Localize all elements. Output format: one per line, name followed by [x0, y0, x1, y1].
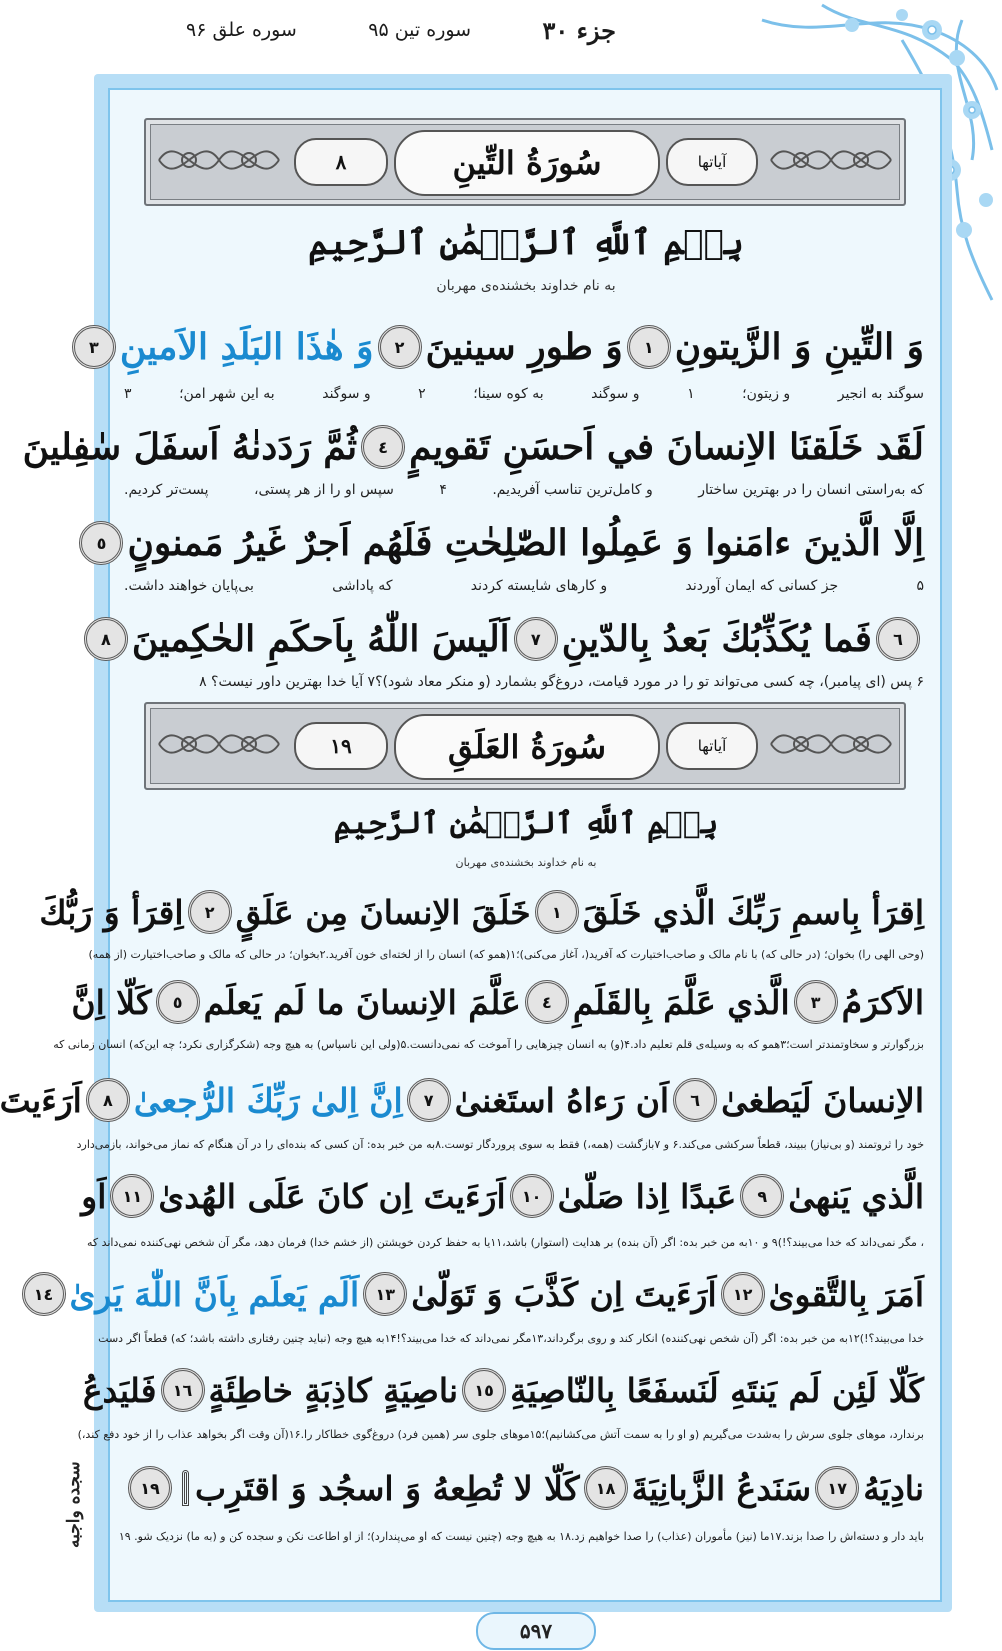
ayah-line: [22, 418, 924, 476]
translation-line: خدا می‌بیند؟!)۱۲به من خبر بده: اگر (آن شخص نهی‌کننده) انکار کند و روی برگرداند،۱۳مگر نمی‌داند که خدا می‌بیند؟!۱۴به هیچ وجه (نباید چنین رفتاری داشته باشد؛ که) قطعاً اگر دست: [98, 1332, 924, 1345]
translation-text: که پاداشی: [332, 578, 393, 594]
translation-text: سپس او را از هر پستی،: [254, 482, 394, 498]
ayah-text: اِلَّا الَّذينَ ءامَنوا وَ عَمِلُوا الصّٰلِحٰتِ فَلَهُم اَجرٌ غَيرُ مَمنونٍ: [127, 522, 924, 564]
juz-label: جزء ۳۰: [542, 15, 616, 45]
ayah-marker: ١٠: [510, 1174, 554, 1218]
ayat-label: آیاتها: [666, 138, 758, 186]
surah-alaq-label: سوره علق ۹۶: [186, 19, 297, 41]
ayah-marker: ١٢: [721, 1272, 765, 1316]
sajda-icon: [182, 1470, 189, 1506]
sajda-side-label: سجده واجبه: [64, 1420, 94, 1590]
ayah-line: [39, 884, 924, 940]
ayah-marker: ٢: [378, 325, 422, 369]
ayah-line: [89, 318, 924, 376]
ayah-marker: ١٨: [584, 1466, 628, 1510]
translation-text: ۶ پس (ای پیامبر)، چه کسی می‌تواند تو را در مورد قیامت، دروغ‌گو بشمارد (و منکر معاد شود)؟۷ آیا خدا بهترین داور نیست؟ ۸: [199, 674, 924, 690]
ayah-text: فَما يُكَذِّبُكَ بَعدُ بِالدّينِ: [561, 618, 872, 660]
ayah-text: الَّذي عَلَّمَ بِالقَلَمِ: [572, 982, 790, 1022]
ayah-marker: ١٩: [128, 1466, 172, 1510]
ayah-marker: ٤: [361, 425, 405, 469]
ayah-marker: ٦: [673, 1078, 717, 1122]
ayah-text: اِقرَأ بِاسمِ رَبِّكَ الَّذي خَلَقَ: [582, 892, 924, 932]
ayah-text: اَرَءَيتَ: [0, 1080, 82, 1120]
ayah-text: سَنَدعُ الزَّبانِيَةَ: [631, 1468, 812, 1508]
ayah-marker: ٤: [525, 980, 569, 1024]
ayah-text: اَو: [81, 1176, 107, 1216]
ayah-text: اَن رَءاهُ استَغنىٰ: [454, 1080, 670, 1120]
ayah-marker: ١٧: [815, 1466, 859, 1510]
ayah-marker: ٦: [876, 617, 920, 661]
translation-text: پست‌تر کردیم.: [124, 482, 209, 498]
basmala-translation: به نام خداوند بخشنده‌ی مهربان: [455, 856, 597, 869]
page-header: [186, 6, 616, 54]
ayah-text: نادِيَهُ: [863, 1468, 924, 1508]
ayah-marker: ٨: [84, 617, 128, 661]
translation-text: سوگند به انجیر: [837, 386, 924, 402]
translation-text: و کارهای شایسته کردند: [470, 578, 608, 594]
ayah-text: اَرَءَيتَ اِن كَذَّبَ وَ تَوَلّىٰ: [411, 1274, 717, 1314]
basmala: بِسۡمِ ٱللَّهِ ٱلرَّحۡمَٰنِ ٱلرَّحِيمِ: [333, 806, 719, 841]
ayah-text: اَمَرَ بِالتَّقوىٰ: [768, 1274, 924, 1314]
ayah-marker: ٣: [794, 980, 838, 1024]
ayah-marker: ٣: [72, 325, 116, 369]
translation-line: (وحی الهی را) بخوان؛ (در حالی که) با نام مالک و صاحب‌اختیارت که آفرید(، آغاز می‌کنی)؛۱(همو که) انسان را از لخته‌ای خون آفرید.۲بخوان؛ در حالی که مالک و صاحب‌اختیارت (از همه): [88, 948, 924, 961]
translation-line: ، مگر نمی‌داند که خدا می‌بیند؟!)۹ و ۱۰به من خبر بده: اگر (آن بنده) بر هدایت (استوار) باشد،۱۱یا به حفظ کردن خویشتن (از خشم خدا) فرمان دهد، مگر آن شخص نهی‌کننده نمی‌داند که: [86, 1236, 924, 1249]
ayah-marker: ٧: [407, 1078, 451, 1122]
ayah-text: اِنَّ اِلىٰ رَبِّكَ الرُّجعىٰ: [133, 1080, 403, 1120]
ayah-line: [0, 1072, 924, 1128]
translation-line: [124, 674, 924, 690]
translation-line: بزرگوارتر و سخاوتمندتر است؛۳همو که به وسیله‌ی قلم تعلیم داد.۴(و) به انسان چیزهایی را آموخت که نمی‌دانست.۵(ولی این ناسپاس) به هیچ وجه (شکرگزاری نکرد؛ چه این‌که) انسان زمانی که: [53, 1038, 924, 1051]
ayah-text: كَلّا لا تُطِعهُ وَ اسجُد وَ اقتَرِب: [195, 1468, 580, 1508]
ayah-count: ۸: [294, 138, 388, 186]
translation-text: و کامل‌ترین تناسب آفریدیم.: [492, 482, 653, 498]
ayah-text: اَرَءَيتَ اِن كانَ عَلَى الهُدىٰ: [158, 1176, 506, 1216]
translation-text: به این شهر امن؛: [179, 386, 275, 402]
ayah-text: كَلّا اِنَّ: [71, 982, 152, 1022]
surah-tin-header: [144, 118, 906, 206]
ayah-text: فَليَدعُ: [82, 1370, 157, 1410]
ayah-line: [33, 1266, 924, 1322]
translation-text: ۲: [418, 386, 426, 402]
ayah-text: ناصِيَةٍ كاذِبَةٍ خاطِئَةٍ: [208, 1370, 459, 1410]
ayah-text: كَلّا لَئِن لَم يَنتَهِ لَنَسفَعًا بِالنّاصِيَةِ: [510, 1370, 924, 1410]
translation-text: ۵: [916, 578, 924, 594]
basmala: بِسۡمِ ٱللَّهِ ٱلرَّحۡمَٰنِ ٱلرَّحِيمِ: [308, 223, 744, 263]
ayah-text: اَلَم يَعلَم بِاَنَّ اللّٰهَ يَرىٰ: [69, 1274, 360, 1314]
ayah-marker: ٥: [79, 521, 123, 565]
ayah-text: ثُمَّ رَدَدنٰهُ اَسفَلَ سٰفِلينَ: [22, 426, 358, 468]
ayah-line: [124, 1460, 924, 1516]
ayah-text: وَ التِّينِ وَ الزَّيتونِ: [674, 326, 924, 368]
ayah-marker: ٨: [86, 1078, 130, 1122]
translation-text: جز کسانی که ایمان آوردند: [685, 578, 839, 594]
ayah-line: [101, 610, 924, 668]
translation-line: [124, 578, 924, 594]
ayah-marker: ١١: [110, 1174, 154, 1218]
ayah-text: خَلَقَ الاِنسانَ مِن عَلَقٍ: [235, 892, 531, 932]
translation-text: و سوگند: [591, 386, 640, 402]
surah-alaq-header: [144, 702, 906, 790]
translation-line: [124, 386, 924, 402]
translation-text: که به‌راستی انسان را در بهترین ساختار: [698, 482, 924, 498]
ayah-marker: ١٦: [161, 1368, 205, 1412]
ayah-marker: ٧: [514, 617, 558, 661]
ayah-marker: ٩: [740, 1174, 784, 1218]
translation-text: ۴: [439, 482, 447, 498]
ayah-text: الاَكرَمُ: [841, 982, 924, 1022]
ayah-marker: ٥: [156, 980, 200, 1024]
translation-text: ۳: [124, 386, 132, 402]
ayah-text: لَقَد خَلَقنَا الاِنسانَ في اَحسَنِ تَقويمٍ: [409, 426, 924, 468]
basmala-translation: به نام خداوند بخشنده‌ی مهربان: [436, 278, 616, 294]
translation-line: [124, 482, 924, 498]
translation-text: به کوه سینا؛: [473, 386, 544, 402]
ayah-text: الاِنسانَ لَيَطغىٰ: [721, 1080, 924, 1120]
ayah-marker: ٢: [188, 890, 232, 934]
ayah-line: [81, 1168, 924, 1224]
ayah-marker: ١٤: [22, 1272, 66, 1316]
ayah-text: اِقرَأ وَ رَبُّكَ: [39, 892, 184, 932]
ayah-text: عَلَّمَ الاِنسانَ ما لَم يَعلَم: [203, 982, 521, 1022]
ayah-text: عَبدًا اِذا صَلّىٰ: [557, 1176, 737, 1216]
translation-line: باید دار و دسته‌اش را صدا بزند.۱۷ما (نیز) مأموران (عذاب) را صدا خواهیم زد.۱۸ به هیچ وجه (چنین نیست که او می‌پندارد)؛ از او اطاعت نکن و سجده کن و (به ما) نزدیک شو. ۱۹: [118, 1530, 924, 1543]
page-number: ۵۹۷: [476, 1612, 596, 1650]
ayah-line: [82, 1362, 924, 1418]
ayah-line: [71, 974, 924, 1030]
translation-text: و زیتون؛: [742, 386, 791, 402]
ayah-marker: ١: [627, 325, 671, 369]
surah-name: سُورَةُ التِّينِ: [394, 130, 660, 196]
translation-text: ۱: [687, 386, 695, 402]
ayah-text: اَلَيسَ اللّٰهُ بِاَحكَمِ الحٰكِمينَ: [131, 618, 510, 660]
translation-line: برندارد، موهای جلوی سرش را به‌شدت می‌گیریم (و او را به سمت آتش می‌کشانیم)؛۱۵موهای جلوی سر (همین فرد) دروغ‌گوی خطاکار را.۱۶(آن وقت اگر بخواهد عذاب را از خود دفع کند،): [77, 1428, 924, 1441]
ayah-text: وَ هٰذَا البَلَدِ الاَمينِ: [119, 326, 374, 368]
translation-line: خود را ثروتمند (و بی‌نیاز) ببیند، قطعاً سرکشی می‌کند.۶ و ۷بازگشت (همه،) فقط به سوی پروردگار توست.۸به من خبر بده: آن کسی که بنده‌ای را در آن هنگام که نماز می‌خواند، بازمی‌دارد: [76, 1138, 924, 1151]
ayah-marker: ١٣: [363, 1272, 407, 1316]
surah-name: سُورَةُ العَلَقِ: [394, 714, 660, 780]
surah-tin-label: سوره تین ۹۵: [368, 19, 472, 41]
ayah-marker: ١: [535, 890, 579, 934]
ayah-count: ۱۹: [294, 722, 388, 770]
ayat-label: آیاتها: [666, 722, 758, 770]
ayah-text: الَّذي يَنهىٰ: [788, 1176, 924, 1216]
translation-text: و سوگند: [322, 386, 371, 402]
ayah-text: وَ طورِ سينينَ: [425, 326, 623, 368]
ayah-marker: ١٥: [462, 1368, 506, 1412]
ayah-line: [96, 514, 924, 572]
translation-text: بی‌پایان خواهند داشت.: [124, 578, 254, 594]
